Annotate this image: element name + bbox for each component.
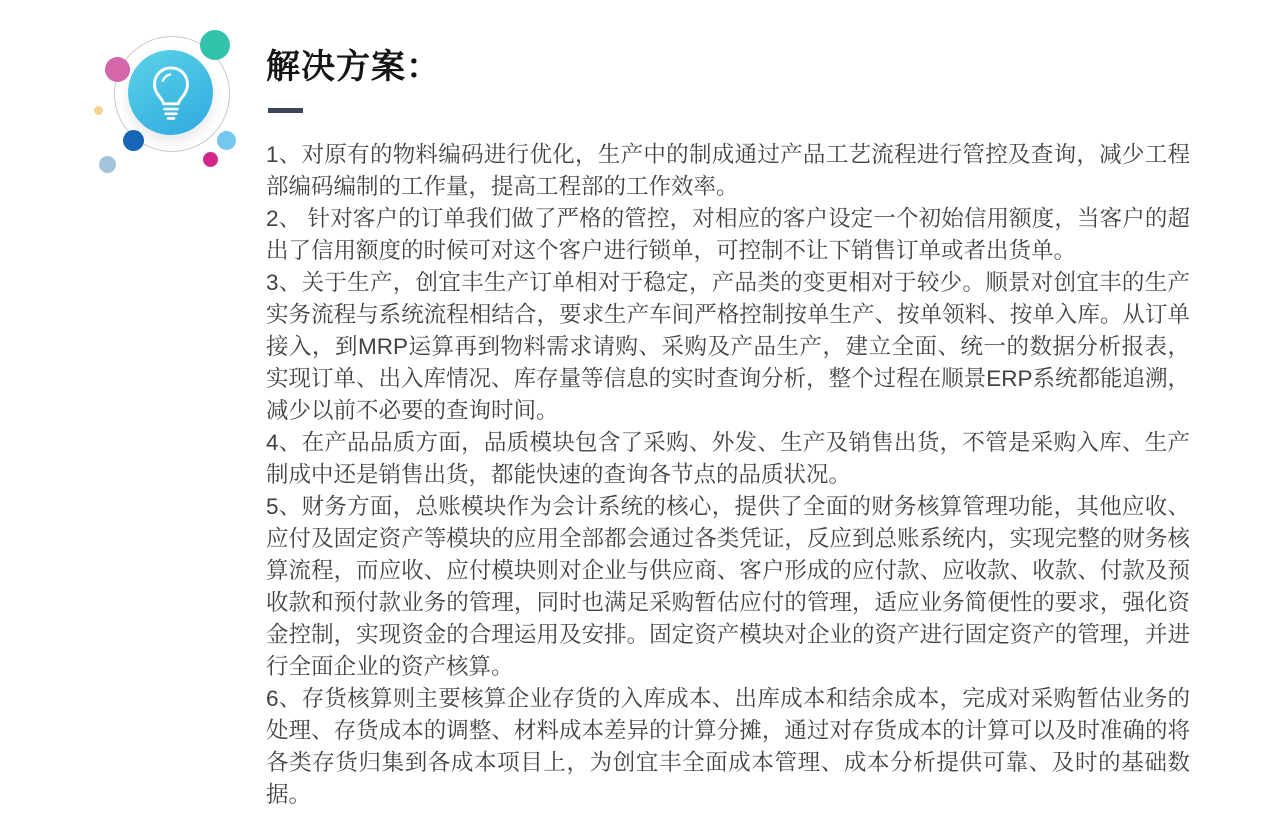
decorative-dot-pink	[105, 57, 130, 82]
solution-paragraph: 3、关于生产，创宜丰生产订单相对于稳定，产品类的变更相对于较少。顺景对创宜丰的生产实务流程与系统流程相结合，要求生产车间严格控制按单生产、按单领料、按单入库。从订单接入，到MRP运算再到物料需求请购、采购及产品生产，建立全面、统一的数据分析报表，实现订单、出入库情况、库存量等信息的实时查询分析，整个过程在顺景ERP系统都能追溯，减少以前不必要的查询时间。	[266, 270, 1190, 423]
decorative-dot-yellow	[94, 106, 103, 115]
decorative-dot-lightblue	[217, 131, 236, 150]
title-underline	[268, 108, 303, 113]
solution-paragraph: 5、财务方面，总账模块作为会计系统的核心，提供了全面的财务核算管理功能，其他应收、应付及固定资产等模块的应用全部都会通过各类凭证，反应到总账系统内，实现完整的财务核算流程，而应收、应付模块则对企业与供应商、客户形成的应付款、应收款、收款、付款及预收款和预付款业务的管理，同时也满足采购暂估应付的管理，适应业务简便性的要求，强化资金控制，实现资金的合理运用及安排。固定资产模块对企业的资产进行固定资产的管理，并进行全面企业的资产核算。	[266, 494, 1190, 679]
solution-paragraph: 2、 针对客户的订单我们做了严格的管控，对相应的客户设定一个初始信用额度，当客户的超出了信用额度的时候可对这个客户进行锁单，可控制不让下销售订单或者出货单。	[266, 206, 1190, 263]
solution-content	[266, 46, 1190, 811]
solution-paragraph: 1、对原有的物料编码进行优化，生产中的制成通过产品工艺流程进行管控及查询，减少工程部编码编制的工作量，提高工程部的工作效率。	[266, 142, 1190, 199]
decorative-dot-darkblue	[123, 130, 144, 151]
decorative-dot-magenta	[203, 152, 218, 167]
solution-list	[266, 139, 1190, 811]
decorative-dot-mutedblue	[99, 156, 116, 173]
solution-paragraph: 6、存货核算则主要核算企业存货的入库成本、出库成本和结余成本，完成对采购暂估业务的处理、存货成本的调整、材料成本差异的计算分摊，通过对存货成本的计算可以及时准确的将各类存货归集到各成本项目上，为创宜丰全面成本管理、成本分析提供可靠、及时的基础数据。	[266, 686, 1190, 807]
page-title: 解决方案：	[266, 48, 441, 86]
lightbulb-icon	[128, 50, 213, 135]
decorative-dot-teal	[200, 30, 230, 60]
lightbulb-illustration	[85, 25, 255, 200]
solution-paragraph: 4、在产品品质方面，品质模块包含了采购、外发、生产及销售出货，不管是采购入库、生产制成中还是销售出货，都能快速的查询各节点的品质状况。	[266, 430, 1190, 487]
